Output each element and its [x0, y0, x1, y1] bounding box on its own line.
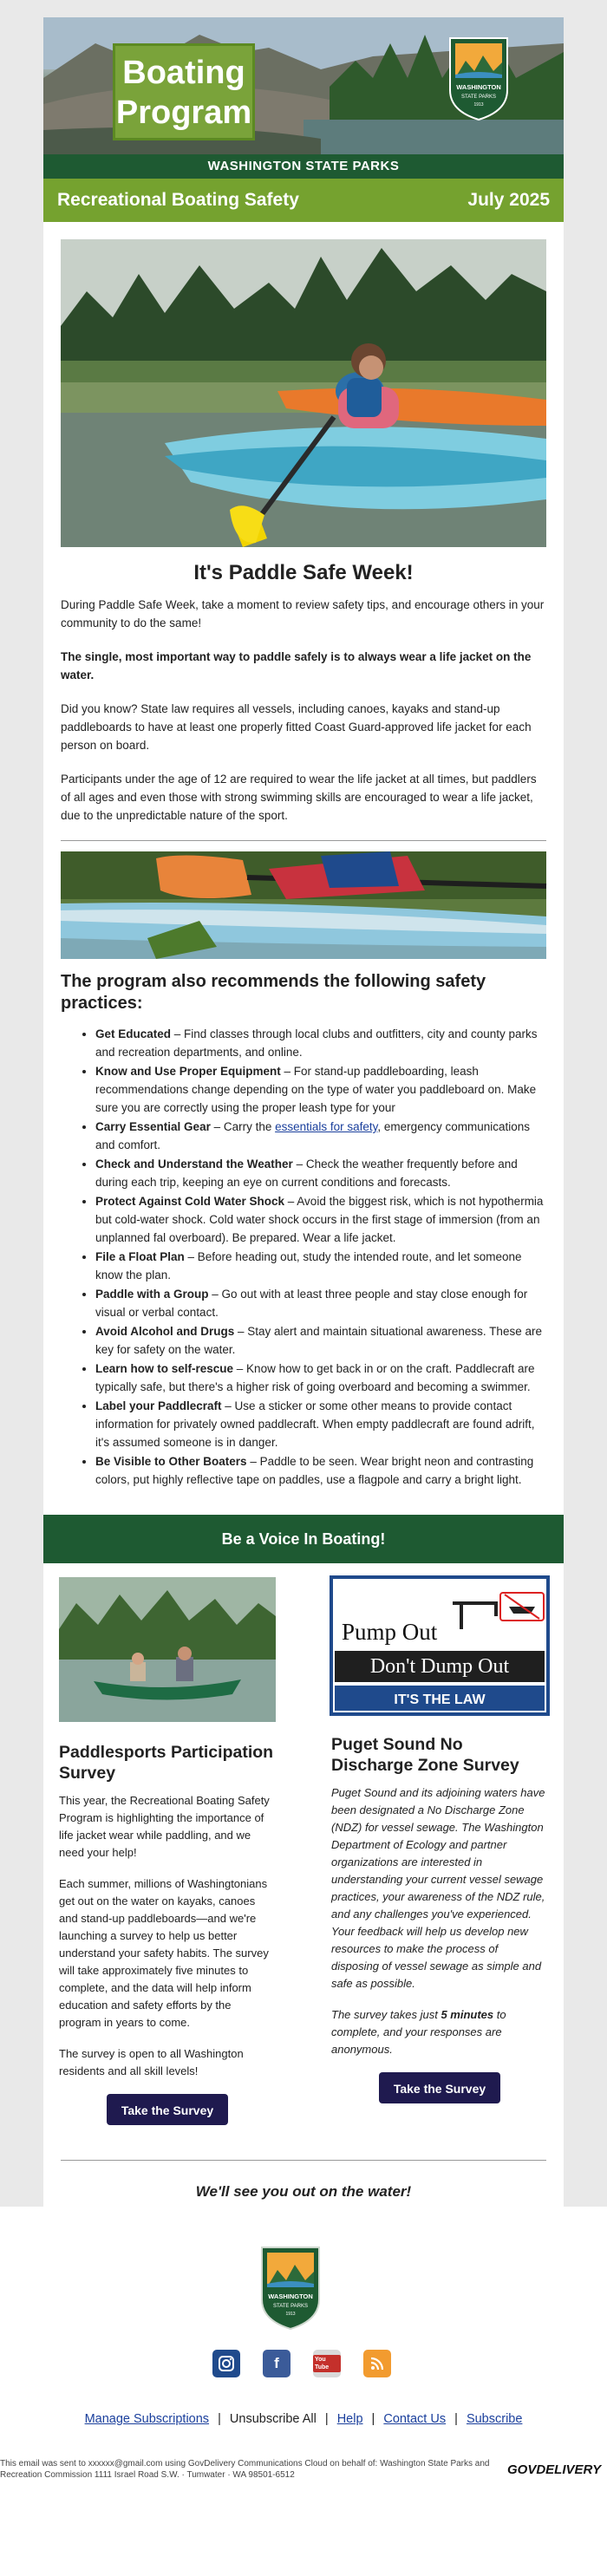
- newsletter-title: Recreational Boating Safety: [57, 190, 299, 210]
- program-title-line1: Boating: [122, 55, 245, 91]
- footer: [0, 2207, 607, 2576]
- safety-practice-item: [95, 1322, 546, 1359]
- take-paddlesports-survey-button[interactable]: Take the Survey: [107, 2094, 228, 2125]
- safety-practices-list: [61, 1025, 546, 1489]
- safety-practice-title: Carry Essential Gear: [95, 1120, 211, 1133]
- take-ndz-survey-button[interactable]: Take the Survey: [379, 2072, 500, 2103]
- safety-practice-text: – Know how to get back in or on the craft. Paddlecraft are typically safe, but there's a higher risk of going overboard and becoming a swimmer.: [95, 1362, 535, 1393]
- divider: [61, 840, 546, 841]
- contact-us-link[interactable]: Contact Us: [383, 2412, 447, 2426]
- logo-line-2: Don't Dump Out: [369, 1655, 510, 1678]
- ndz-paragraph-2: The survey takes just 5 minutes to complete, and your responses are anonymous.: [331, 2008, 506, 2056]
- help-link[interactable]: Help: [336, 2412, 363, 2426]
- state-parks-badge-icon: [448, 36, 509, 121]
- safety-practice-text: – Avoid the biggest risk, which is not hypothermia but cold-water shock. Cold water shock occurs in the first stage of immersion (from an unplanned fal overboard). Be prepared. Wear a life jacket.: [95, 1195, 544, 1244]
- paddlesports-paragraph-3: The survey is open to all Washington residents and all skill levels!: [59, 2047, 244, 2077]
- safety-practice-title: Learn how to self-rescue: [95, 1362, 234, 1375]
- kayak-photo: [61, 239, 546, 547]
- safety-practice-text: – Paddle to be seen. Wear bright neon and contrasting colors, put highly reflective tape on paddles, use a flagpole and carry a bright light.: [95, 1455, 534, 1486]
- newsletter-title-bar: [43, 179, 564, 222]
- safety-practice-title: Label your Paddlecraft: [95, 1399, 222, 1412]
- safety-practice-title: Avoid Alcohol and Drugs: [95, 1325, 235, 1338]
- ndz-paragraph-1: Puget Sound and its adjoining waters have been designated a No Discharge Zone (NDZ) for vessel sewage. The Washington Department of Ecology and partner organizations are interested in understanding your current vessel sewage practices, your awareness of the NDZ rule, and any challenges you've experienced. Your feedback will help us develop new resources to make the process of disposing of vessel sewage as simple and safe as possible.: [331, 1786, 545, 1990]
- paddlesports-survey-heading: Paddlesports Participation Survey: [59, 1743, 274, 1783]
- manage-subscriptions-link[interactable]: Manage Subscriptions: [84, 2412, 210, 2426]
- voice-in-boating-bar: Be a Voice In Boating!: [43, 1515, 564, 1563]
- paddlesports-paragraph-1: This year, the Recreational Boating Safety Program is highlighting the importance of life jacket wear while paddling, and we need your help!: [59, 1794, 270, 1859]
- header-banner: [43, 17, 564, 173]
- safety-practice-title: Paddle with a Group: [95, 1288, 209, 1301]
- ndz-survey-heading: Puget Sound No Discharge Zone Survey: [331, 1735, 519, 1775]
- instagram-icon[interactable]: [212, 2350, 240, 2377]
- agency-bar: WASHINGTON STATE PARKS: [43, 154, 564, 179]
- closing-message: We'll see you out on the water!: [61, 2160, 546, 2227]
- safety-practice-title: Get Educated: [95, 1027, 172, 1040]
- safety-practice-item: [95, 1025, 546, 1061]
- intro-paragraph-3: Did you know? State law requires all vessels, including canoes, kayaks and stand-up paddleboards to have at least one properly fitted Coast Guard-approved life jacket for each person on board.: [61, 702, 532, 752]
- safety-practice-item: [95, 1062, 546, 1117]
- badge-top-text: WASHINGTON: [456, 83, 501, 91]
- safety-practice-item: [95, 1118, 546, 1154]
- paddlesports-paragraph-2: Each summer, millions of Washingtonians get out on the water on kayaks, canoes and stand-up paddleboards—and we're launching a survey to help us better understand your safety habits. The survey will take approximately five minutes to complete, and the data will help inform education and safety efforts by the program in years to come.: [59, 1877, 269, 2029]
- youtube-icon[interactable]: [313, 2350, 341, 2377]
- footer-badge-year-text: 1913: [285, 2312, 296, 2317]
- logo-line-1: Pump Out: [342, 1619, 438, 1645]
- govdelivery-logo[interactable]: GOVDELIVERY: [507, 2462, 602, 2477]
- intro-paragraph-2: The single, most important way to paddle safely is to always wear a life jacket on the water.: [61, 650, 532, 681]
- safety-practice-item: [95, 1397, 546, 1451]
- rss-icon[interactable]: [363, 2350, 391, 2377]
- safety-practice-item: [95, 1452, 546, 1489]
- social-links: [212, 2350, 391, 2377]
- email-body: [43, 17, 564, 2227]
- program-title-line2: Program: [115, 95, 252, 131]
- pump-out-logo: [331, 1577, 548, 1714]
- essentials-for-safety-link[interactable]: essentials for safety: [275, 1120, 378, 1133]
- safety-practice-item: [95, 1285, 546, 1321]
- safety-practice-text: – Stay alert and maintain situational awareness. These are key for safety on the water.: [95, 1325, 542, 1356]
- unsubscribe-all-link[interactable]: Unsubscribe All: [229, 2412, 317, 2426]
- safety-practice-item: [95, 1155, 546, 1191]
- safety-practice-text: – Carry the: [210, 1120, 276, 1133]
- intro-paragraph-1: During Paddle Safe Week, take a moment to review safety tips, and encourage others in your community to do the same!: [61, 598, 545, 629]
- newsletter-date: July 2025: [467, 190, 550, 210]
- logo-line-3: IT'S THE LAW: [394, 1692, 486, 1707]
- safety-practice-text: – Find classes through local clubs and outfitters, city and county parks and recreation departments, and online.: [95, 1027, 538, 1059]
- paddlesports-survey-section: [59, 1577, 276, 2125]
- safety-practice-text: – Go out with at least three people and stay close enough for visual or verbal contact.: [95, 1288, 528, 1319]
- safety-practice-text: – Use a sticker or some other means to provide contact information for privately owned paddlecraft. When empty paddlecraft are found adrift, it's assumed someone is in danger.: [95, 1399, 535, 1449]
- safety-practice-title: Check and Understand the Weather: [95, 1158, 293, 1171]
- canoe-photo: [59, 1577, 276, 1722]
- safety-practice-text: , emergency communications and comfort.: [95, 1120, 530, 1151]
- footer-badge-top-text: WASHINGTON: [268, 2292, 313, 2300]
- safety-practice-item: [95, 1248, 546, 1284]
- safety-practice-text: – For stand-up paddleboarding, leash recommendations change depending on the type of water you paddleboard on. Make sure you are correctly using the proper leash type for your: [95, 1065, 537, 1114]
- safety-practice-item: [95, 1192, 546, 1247]
- facebook-icon[interactable]: f: [263, 2350, 290, 2377]
- intro-paragraph-4: Participants under the age of 12 are required to wear the life jacket at all times, but paddlers of all ages and even those with strong swimming skills are encouraged to wear a life jacket, due to the unpredictable nature of the sport.: [61, 773, 537, 822]
- ndz-survey-section: [331, 1577, 548, 2125]
- safety-practice-title: Protect Against Cold Water Shock: [95, 1195, 285, 1208]
- badge-bottom-text: STATE PARKS: [460, 95, 497, 100]
- youtube-label: You Tube: [313, 2355, 341, 2372]
- safety-practice-title: Be Visible to Other Boaters: [95, 1455, 247, 1468]
- paddle-photo: [61, 851, 546, 959]
- safety-practice-title: Know and Use Proper Equipment: [95, 1065, 281, 1078]
- footer-badge-bottom-text: STATE PARKS: [272, 2304, 309, 2309]
- subscribe-link[interactable]: Subscribe: [466, 2412, 523, 2426]
- safety-practice-text: – Check the weather frequently before and during each trip, keeping an eye on current conditions and forecasts.: [95, 1158, 518, 1189]
- footer-fine-print: This email was sent to xxxxxx@gmail.com using GovDelivery Communications Cloud on behalf of: Washington State Parks and Recreation Commission 1111 Israel Road S.W. · Tumwater · WA 98501-6512: [0, 2459, 490, 2480]
- safety-practice-title: File a Float Plan: [95, 1250, 185, 1263]
- intro-headline: It's Paddle Safe Week!: [193, 561, 414, 584]
- program-title-box: [113, 43, 255, 140]
- footer-state-parks-badge-icon: [260, 2246, 321, 2331]
- footer-links: Manage Subscriptions | Unsubscribe All | Help | Contact Us | Subscribe: [84, 2412, 523, 2426]
- practices-heading: The program also recommends the following safety practices:: [61, 972, 486, 1013]
- safety-practice-item: [95, 1360, 546, 1396]
- safety-practice-text: – Before heading out, study the intended route, and let someone know the plan.: [95, 1250, 522, 1281]
- badge-year-text: 1913: [473, 102, 484, 108]
- ndz-duration: 5 minutes: [441, 2008, 494, 2021]
